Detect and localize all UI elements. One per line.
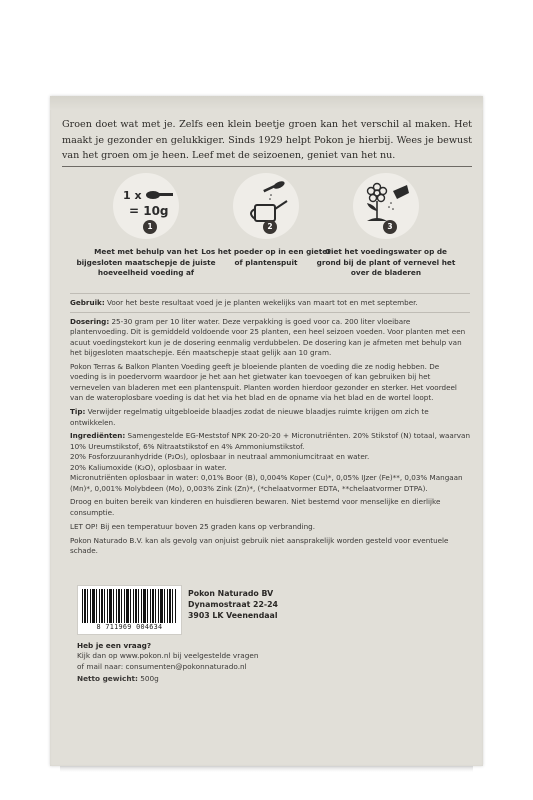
step-2 [196,173,336,268]
description-paragraph: Pokon Terras & Balkon Planten Voeding geeft je bloeiende planten de voeding die ze nodig hebben. De voeding is in poedervorm waardoor je het aan het gietwater kan toevoegen of kan gebruiken bij het vernevelen van bladeren met een plantenspuit. Planten worden hierdoor gezonder en sterker. Het voordeel van de wateroplosbare voeding is dat het via het blad en de opname via het blad en de wortel loopt. [70,362,457,403]
body-divider [70,312,470,313]
net-weight-label: Netto gewicht: [77,674,138,683]
dosage-paragraph: Dosering: 25-30 gram per 10 liter water. Deze verpakking is goed voor ca. 200 liter vloeibare plantenvoeding. Dit is gemiddeld voldoende voor 25 planten, een heel seizoen voeden. Voor planten met een acuut voedingstekort kun je de dosering eenmalig verdubbelen. De dosering kan je afmeten met behulp van het bijgesloten maatschepje. Eén maatschepje staat gelijk aan 10 gram. [70,316,466,358]
step-2-circle [233,173,299,239]
contact-question: Heb je een vraag? [77,641,152,650]
net-weight [77,674,277,683]
barcode-digits: 8 711969 004634 [96,623,163,631]
address-line-3: 3903 LK Veenendaal [188,611,278,620]
contact-line-1: Kijk dan op www.pokon.nl bij veelgestelde vragen [77,651,259,661]
ingredients-paragraph: Ingrediënten: Samengestelde EG-Meststof NPK 20-20-20 + Micronutriënten. 20% Stikstof (N) totaal, waarvan 10% Ureumstikstof, 6% Nitraatstikstof en 4% Ammoniumstikstof. 20% Fosforzuuranhydride (P₂O₅), oplosbaar in neutraal ammoniumcitraat en water. 20% Kaliumoxide (K₂O), oplosbaar in water. Micronutriënten oplosbaar in water: 0,01% Boor (B), 0,004% Koper (Cu)*, 0,05% IJzer (Fe)**, 0,03% Mangaan (Mn)*, 0,001% Molybdeen (Mo), 0,003% Zink (Zn)*, (*chelaatvormer EDTA, **chelaatvormer DTPA). [70,431,470,493]
step-1-caption: Meet met behulp van het bijgesloten maatschepje de juiste hoeveelheid voeding af [76,247,216,277]
tip-paragraph: Tip: Verwijder regelmatig uitgebloeide blaadjes zodat de nieuwe blaadjes ruimte krijgen om zich te ontwikkelen. [70,407,429,427]
step-3 [316,173,456,279]
company-address [188,588,368,621]
divider [62,166,472,167]
step-1-icon-text-2: = 10g [129,204,169,218]
step-1-circle [113,173,179,239]
contact-info [77,641,377,672]
barcode [77,585,182,635]
storage-warning: Droog en buiten bereik van kinderen en huisdieren bewaren. Niet bestemd voor menselijke en dierlijke consumptie. [70,497,441,517]
usage-paragraph: Gebruik: Voor het beste resultaat voed je je planten wekelijks van maart tot en met september. [70,298,418,307]
address-line-2: Dynamostraat 22-24 [188,600,278,609]
step-2-number: 2 [263,220,277,234]
package-top-fold [50,96,483,110]
step-1-number: 1 [143,220,157,234]
step-3-caption: Giet het voedingswater op de grond bij de plant of vernevel het over de bladeren [316,247,456,277]
temperature-warning: LET OP! Bij een temperatuur boven 25 graden kans op verbranding. [70,521,316,531]
step-1-icon-text: 1 x [123,189,142,202]
step-1 [76,173,216,279]
step-3-number: 3 [383,220,397,234]
barcode-bars [82,589,177,623]
liability-notice: Pokon Naturado B.V. kan als gevolg van onjuist gebruik niet aansprakelijk worden gesteld voor eventuele schade. [70,535,449,556]
contact-line-2: of mail naar: consumenten@pokonnaturado.nl [77,661,247,671]
step-2-caption: Los het poeder op in een gieter of plantenspuit [201,247,331,267]
step-3-circle [353,173,419,239]
intro-text: Groen doet wat met je. Zelfs een klein beetje groen kan het verschil al maken. Het maakt je gezonder en gelukkiger. Sinds 1929 helpt Pokon je hierbij. Wees je bewust van het groen om je heen. Leef met de seizoenen, geniet van het nu. [62,119,472,162]
address-line-1: Pokon Naturado BV [188,589,274,598]
package-bottom-shadow [60,766,473,772]
net-weight-value: 500g [137,674,159,683]
body-divider [70,293,470,294]
instructions-body [70,293,470,560]
